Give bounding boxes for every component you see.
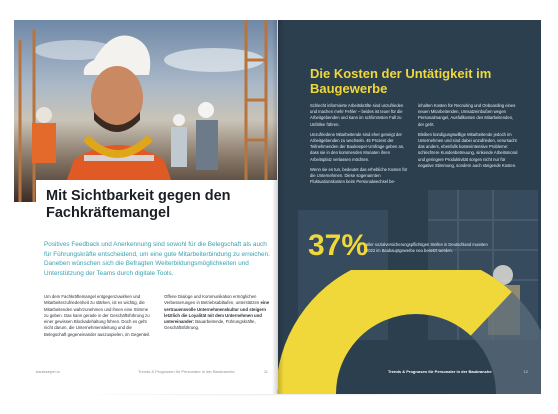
left-page (14, 20, 277, 394)
right-footer-site: bauleseper.io (296, 369, 320, 374)
right-col1-paragraph: Unzufriedene Mitarbeitende sind eher geneigt der Arbeitgebenden zu wechseln. 45 Prozent der Teilnehmenden der Baukeeper-Umfrage geben an, dass sie in den kommenden Monaten ihren Arbeitsplatz verlassen möchten. (310, 131, 405, 162)
right-col2-paragraph: Bleiben kündigungswillige Mitarbeitende jedoch im Unternehmen und sind dabei unzufrieden, verursacht das anders, ebenfalls kostenintensive Probleme: schlechtere Kundenbetreuung, sinkende Arbeitsmoral und geringere Produktivität sorgen nicht nur für negative Stimmung, sondern auch steigende Kosten. (418, 131, 518, 168)
spine-gutter (272, 20, 284, 394)
construction-worker-photo (14, 20, 277, 202)
left-body-column-1: Um dem Fachkräftemangel entgegenzuwirken und Mitarbeiterzufriedenheit zu stärken, ist es wichtig, die Mitarbeitenden wahrzunehmen und ihnen eine Stimme zu geben. Das kann gerade in der Geschäftsführung zu einer gewissen Blockadehaltung führen. Doch es geht nicht darum, die Unternehmensleitung und die Belegschaft gegeneinander auszuspielen, im Gegenteil. (44, 294, 151, 337)
right-col2-paragraph: inhalten Kosten für Recruiting und Onboarding eines neuen Mitarbeitenden, Umsatzeinbußen wegen Personalmangel, Ausfallkosten des Mitarbeitenden, der geht. (418, 103, 516, 127)
stat-value: 37% (308, 229, 369, 262)
left-body-column-2 (164, 294, 272, 332)
donut-highlight-segment (306, 284, 491, 394)
left-page-lead: Positives Feedback und Anerkennung sind sowohl für die Belegschaft als auch für Führungskräfte entscheidend, um eine gute Mitarbeiterbindung zu erreichen. Daneben wünschen sich die Befragten Weiterbildungsmöglichkeiten und Unterstützung der Teams durch digitale Tools. (44, 241, 270, 277)
stat-caption: aller sozialversicherungspflichtigen Stellen in Deutschland mussten 2022 im Baubauptgewerbe neu besetzt werden. (366, 242, 488, 253)
left-page-number: 11 (263, 369, 268, 374)
col2-text-start: Offene Dialoge und Kommunikation ermöglichen Verbesserungen in Betriebsabläufen, unterstützen (164, 294, 261, 306)
stat-donut-chart (278, 270, 541, 394)
left-page-title: Mit Sichtbarkeit gegen den Fachkräftemangel (46, 188, 231, 221)
right-col1-paragraph: Schlecht informierte Arbeitskräfte sind unzufrieden und machen mehr Fehler – beides ist teuer für die Arbeitgebenden und kann im schlimmsten Fall zu Unfällen führen. (310, 103, 404, 127)
left-footer-title: Trends & Prognosen für Personaler in der Baubranche (138, 369, 235, 374)
left-footer-site: bauleseper.io (36, 369, 60, 374)
right-body-column-2 (418, 103, 518, 173)
right-page-number: 12 (523, 369, 528, 374)
right-col1-paragraph: Wenn sie es tun, bedeutet das erhebliche Kosten für die Unternehmen. Diese sogenannten Fluktuationskosten beim Personalwechsel be- (310, 166, 408, 185)
right-page-title: Die Kosten der Untätigkeit im Baugewerbe (310, 66, 492, 96)
right-body-column-1 (310, 103, 410, 189)
col2-text-bold: eine vertrauensvolle Unternehmenskultur und steigern letztlich die Loyalität mit dem Unternehmen und untereinander: (164, 300, 270, 325)
right-page (278, 20, 541, 394)
col2-text-end: Bauarbeitende, Führungskräfte, Geschäftsführung. (164, 319, 256, 331)
right-footer-title: Trends & Prognosen für Personaler in der Baubranche (388, 369, 492, 374)
worker-photo-illustration (14, 20, 277, 202)
brochure-spread (14, 20, 541, 394)
